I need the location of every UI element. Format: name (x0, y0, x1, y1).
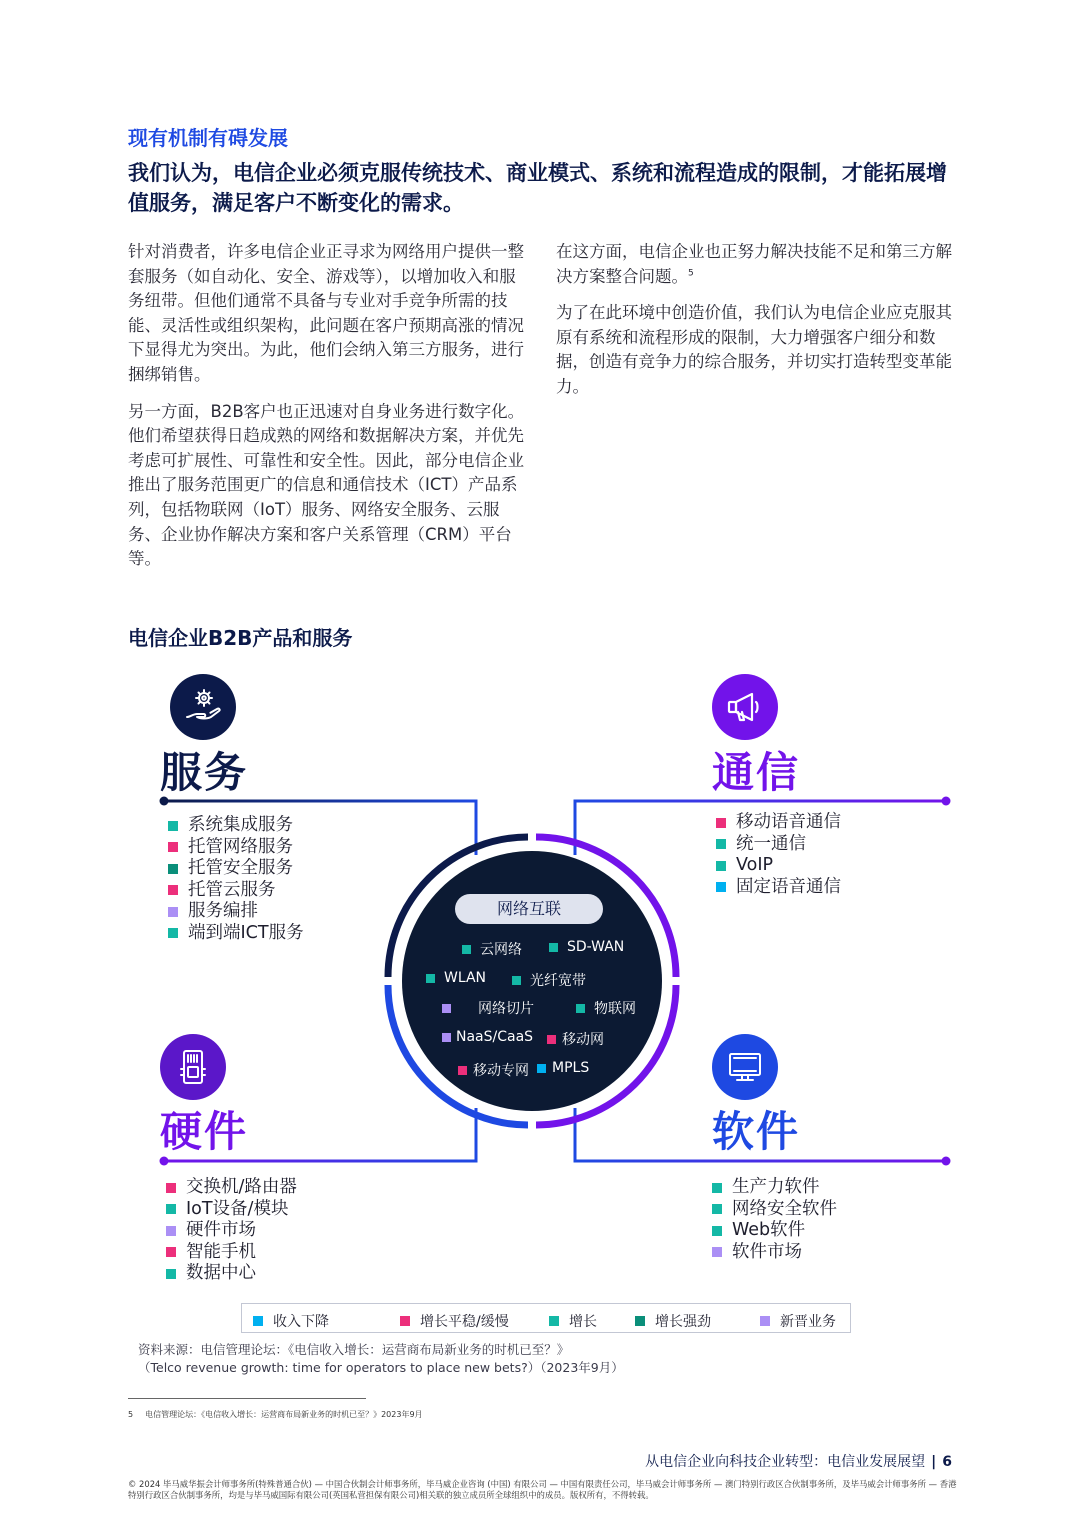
status-marker (549, 943, 558, 952)
list-item: 托管云服务 (168, 880, 304, 902)
list-item: 固定语音通信 (716, 877, 841, 899)
list-item: 交换机/路由器 (166, 1177, 297, 1199)
list-item: 智能手机 (166, 1242, 297, 1264)
status-marker (442, 1033, 451, 1042)
list-item: 硬件市场 (166, 1220, 297, 1242)
status-marker (712, 1183, 722, 1193)
services-title: 服务 (160, 748, 249, 797)
chip-icon (173, 1047, 213, 1087)
left-paragraph-2: 另一方面，B2B客户也正迅速对自身业务进行数字化。他们希望获得日趋成熟的网络和数据解决方案，并优先考虑可扩展性、可靠性和安全性。因此，部分电信企业推出了服务范围更广的信息和通信技术（ICT）产品系列，包括物联网（IoT）服务、网络安全服务、云服务、企业协作解决方案和客户关系管理（CRM）平台等。 (128, 401, 525, 569)
status-marker (512, 976, 521, 985)
status-marker (760, 1316, 770, 1326)
status-marker (166, 1269, 176, 1279)
software-icon-circle (712, 1034, 778, 1100)
services-icon-circle (170, 674, 236, 740)
source-line: 资料来源：电信管理论坛：《电信收入增长：运营商布局新业务的时机已至？》 (138, 1342, 570, 1357)
copyright-notice: © 2024 毕马威华振会计师事务所(特殊普通合伙) — 中国合伙制会计师事务所，毕马威企业咨询 (中国) 有限公司 — 中国有限责任公司，毕马威会计师事务所 — 澳门特别行政区合伙制事务所，及毕马威会计师事务所 — 香港特别行政区合伙制事务所，均是与毕马威国际有限公司(英国私营担保有限公司)相关联的独立成员所全球组织中的成员。版权所有，不得转载。 (128, 1479, 957, 1500)
left-paragraph-1: 针对消费者，许多电信企业正寻求为网络用户提供一整套服务（如自动化、安全、游戏等），以增加收入和服务纽带。但他们通常不具备与专业对手竞争所需的技能、灵活性或组织架构，此问题在客户预期高涨的情况下显得尤为突出。为此，他们会纳入第三方服务，进行捆绑销售。 (128, 242, 524, 384)
status-marker (253, 1316, 263, 1326)
status-marker (426, 974, 435, 983)
status-marker (166, 1204, 176, 1214)
monitor-icon (725, 1047, 765, 1087)
legend-item: 新晋业务 (760, 1311, 836, 1331)
footer-title: 从电信企业向科技企业转型：电信业发展展望 (645, 1454, 926, 1470)
status-marker (635, 1316, 645, 1326)
hub-item: 网络切片 (442, 998, 534, 1018)
hardware-list (166, 1177, 297, 1285)
status-marker (400, 1316, 410, 1326)
hub-item: MPLS (537, 1060, 589, 1076)
legend-item: 收入下降 (253, 1311, 329, 1331)
status-marker (442, 1004, 451, 1013)
status-marker (547, 1035, 556, 1044)
page-number: 6 (942, 1454, 952, 1470)
hardware-icon-circle (160, 1034, 226, 1100)
status-marker (716, 861, 726, 871)
megaphone-icon (725, 687, 765, 727)
hub-item: WLAN (426, 970, 486, 986)
status-marker (537, 1064, 546, 1073)
hub-title: 网络互联 (455, 894, 603, 924)
communications-icon-circle (712, 674, 778, 740)
status-marker (716, 839, 726, 849)
status-marker (166, 1226, 176, 1236)
services-list (168, 815, 304, 944)
list-item: 网络安全软件 (712, 1199, 837, 1221)
list-item: 数据中心 (166, 1263, 297, 1285)
status-marker (712, 1226, 722, 1236)
list-item: 系统集成服务 (168, 815, 304, 837)
list-item: 生产力软件 (712, 1177, 837, 1199)
list-item: 软件市场 (712, 1242, 837, 1264)
status-marker (168, 864, 178, 874)
status-marker (458, 1066, 467, 1075)
list-item: 移动语音通信 (716, 812, 841, 834)
list-item: 端到端ICT服务 (168, 923, 304, 945)
figure-title: 电信企业B2B产品和服务 (128, 626, 353, 650)
list-item: 服务编排 (168, 901, 304, 923)
hub-item: 物联网 (576, 998, 636, 1018)
status-marker (712, 1247, 722, 1257)
status-marker (712, 1204, 722, 1214)
right-paragraph-2: 为了在此环境中创造价值，我们认为电信企业应克服其原有系统和流程形成的限制，大力增强客户细分和数据，创造有竞争力的综合服务，并切实打造转型变革能力。 (556, 303, 952, 396)
footnote-ref[interactable]: 5 (688, 268, 694, 279)
status-marker (166, 1247, 176, 1257)
status-marker (166, 1183, 176, 1193)
status-marker (168, 907, 178, 917)
status-marker (549, 1316, 559, 1326)
status-marker (576, 1004, 585, 1013)
source-line: （Telco revenue growth: time for operators to place new bets?）（2023年9月） (138, 1360, 624, 1375)
legend (241, 1303, 851, 1333)
list-item: Web软件 (712, 1220, 837, 1242)
gear-hand-icon (183, 687, 223, 727)
list-item: 统一通信 (716, 834, 841, 856)
legend-item: 增长 (549, 1311, 597, 1331)
hub-item: SD-WAN (549, 939, 624, 955)
list-item: 托管安全服务 (168, 858, 304, 880)
headline: 我们认为，电信企业必须克服传统技术、商业模式、系统和流程造成的限制，才能拓展增值服务，满足客户不断变化的需求。 (128, 161, 947, 215)
hub-item: 移动网 (547, 1029, 604, 1049)
software-title: 软件 (712, 1107, 801, 1156)
status-marker (462, 945, 471, 954)
hub-item: 光纤宽带 (512, 970, 586, 990)
right-paragraph-1: 在这方面，电信企业也正努力解决技能不足和第三方解决方案整合问题。$^5$ (556, 242, 952, 286)
figure-source (138, 1341, 624, 1377)
status-marker (168, 928, 178, 938)
list-item: VoIP (716, 855, 841, 877)
hub-item: 移动专网 (458, 1060, 529, 1080)
communications-title: 通信 (712, 748, 801, 797)
page-footer (645, 1451, 952, 1471)
footnote-number: 5 (128, 1410, 134, 1419)
section-title: 现有机制有碍发展 (128, 126, 288, 150)
list-item: IoT设备/模块 (166, 1199, 297, 1221)
status-marker (168, 885, 178, 895)
software-list (712, 1177, 837, 1263)
communications-list (716, 812, 841, 898)
legend-item: 增长强劲 (635, 1311, 711, 1331)
list-item: 托管网络服务 (168, 837, 304, 859)
hardware-title: 硬件 (160, 1107, 249, 1156)
footnote-divider (128, 1398, 366, 1399)
footnote (128, 1409, 423, 1420)
status-marker (168, 842, 178, 852)
status-marker (716, 818, 726, 828)
hub-item: NaaS/CaaS (442, 1029, 533, 1045)
status-marker (716, 882, 726, 892)
legend-item: 增长平稳/缓慢 (400, 1311, 509, 1331)
hub-item: 云网络 (462, 939, 522, 959)
footer-separator: | (931, 1454, 937, 1470)
footnote-text: 电信管理论坛：《电信收入增长：运营商布局新业务的时机已至？》2023年9月 (145, 1410, 423, 1419)
status-marker (168, 821, 178, 831)
